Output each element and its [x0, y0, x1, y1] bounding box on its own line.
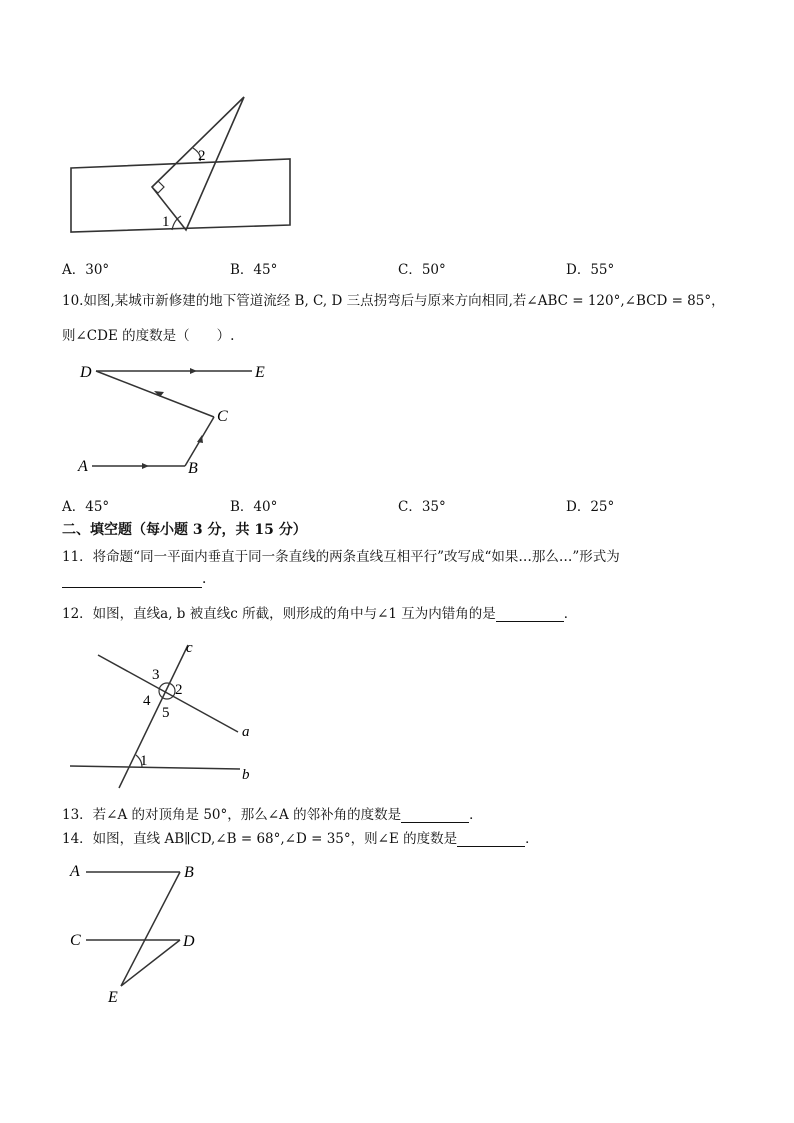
fig14-line-be — [121, 872, 180, 986]
q9-option-d[interactable]: D．55° — [566, 262, 615, 278]
figure-q10 — [62, 355, 292, 485]
q14-end: ． — [525, 831, 539, 847]
fig12-label-2: 2 — [175, 682, 183, 698]
q11-text-line1: 11．将命题“同一平面内垂直于同一条直线的两条直线互相平行”改写成“如果…那么…”形式为 — [62, 549, 620, 565]
q10-text-line2: 则∠CDE 的度数是（ ）. — [62, 328, 235, 344]
fig14-label-c: C — [70, 932, 81, 949]
fig14-line-de — [121, 940, 180, 986]
figure-q12 — [62, 635, 282, 795]
fig12-label-3: 3 — [152, 667, 160, 683]
q13-question: 13．若∠A 的对顶角是 50°，那么∠A 的邻补角的度数是 — [62, 807, 402, 823]
fig12-label-5: 5 — [162, 705, 170, 721]
fig10-label-d: D — [80, 364, 92, 381]
fig9-rectangle — [71, 159, 290, 232]
q13-text — [62, 803, 483, 823]
fig10-arrow-bc — [197, 435, 203, 443]
q12-question: 12．如图，直线a, b 被直线c 所截，则形成的角中与∠1 互为内错角的是 — [62, 606, 496, 622]
q9-option-b[interactable]: B．45° — [230, 262, 278, 278]
fig10-line-cd — [96, 371, 214, 417]
fig9-label-2: 2 — [198, 148, 206, 164]
fig10-label-a: A — [78, 458, 88, 475]
fig14-label-e: E — [108, 989, 118, 1006]
q10-option-a[interactable]: A．45° — [62, 499, 110, 515]
fig10-arrow-ab — [142, 463, 149, 469]
q10-text-line1: 10.如图,某城市新修建的地下管道流经 B, C, D 三点拐弯后与原来方向相同,若∠ABC = 120°,∠BCD = 85°， — [62, 293, 725, 309]
section-fill-in-title: 二、填空题（每小题 3 分，共 15 分） — [62, 522, 307, 538]
q11-end: ． — [202, 571, 216, 587]
q14-answer-blank[interactable] — [457, 832, 525, 847]
fig10-label-c: C — [217, 408, 228, 425]
q12-text — [62, 602, 577, 622]
q14-text — [62, 827, 539, 847]
fig12-label-b: b — [242, 767, 250, 783]
fig12-label-4: 4 — [143, 693, 151, 709]
fig10-arrow-de — [190, 368, 197, 374]
fig12-label-a: a — [242, 724, 250, 740]
fig12-line-b — [70, 766, 240, 769]
fig12-label-c: c — [186, 640, 193, 656]
fig14-label-b: B — [184, 864, 194, 881]
fig12-angle-circle — [159, 683, 175, 699]
fig9-right-angle-mark — [152, 181, 164, 193]
q13-end: ． — [469, 807, 483, 823]
figure-q14 — [62, 855, 222, 1010]
q14-question: 14．如图，直线 AB∥CD,∠B = 68°,∠D = 35°，则∠E 的度数是 — [62, 831, 458, 847]
fig14-label-a: A — [70, 863, 80, 880]
fig9-label-1: 1 — [162, 214, 170, 230]
fig14-label-d: D — [183, 933, 195, 950]
q11-answer-line — [62, 568, 216, 588]
fig10-label-e: E — [255, 364, 265, 381]
q9-option-c[interactable]: C．50° — [398, 262, 446, 278]
q12-end: ． — [563, 606, 578, 622]
q13-answer-blank[interactable] — [401, 808, 469, 823]
q12-answer-blank[interactable] — [496, 607, 564, 622]
fig12-label-1: 1 — [140, 753, 148, 769]
q10-option-b[interactable]: B．40° — [230, 499, 278, 515]
q10-option-c[interactable]: C．35° — [398, 499, 446, 515]
figure-q9 — [62, 92, 312, 247]
q9-option-a[interactable]: A．30° — [62, 262, 110, 278]
fig10-label-b: B — [188, 460, 198, 477]
q11-answer-blank[interactable] — [62, 573, 202, 588]
q10-option-d[interactable]: D．25° — [566, 499, 615, 515]
